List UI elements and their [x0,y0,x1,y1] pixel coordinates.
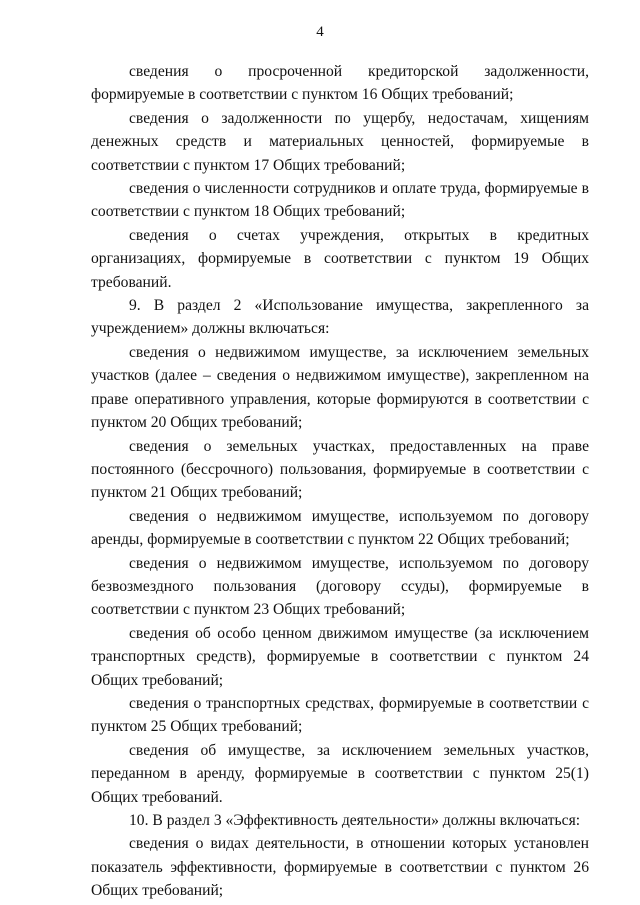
paragraph-land-plots: сведения о земельных участках, предоставленных на праве постоянного (бессрочного) пользования, формируемые в соответствии с пунктом 21 Общих требований; [91,437,589,502]
document-body [91,60,589,903]
paragraph-section-3-heading: 10. В раздел 3 «Эффективность деятельности» должны включаться: [129,812,581,829]
paragraph-section-2-heading: 9. В раздел 2 «Использование имущества, закрепленного за учреждением» должны включаться: [91,297,589,338]
paragraph-real-estate-operational: сведения о недвижимом имуществе, за исключением земельных участков (далее – сведения о недвижимом имуществе), закрепленном на праве оперативного управления, которые формируются в соответствии с пунктом 20 Общих требований; [91,343,589,432]
paragraph-real-estate-free-use: сведения о недвижимом имуществе, используемом по договору безвозмездного пользования (договору ссуды), формируемые в соответствии с пунктом 23 Общих требований; [91,554,589,619]
paragraph-activity-types: сведения о видах деятельности, в отношении которых установлен показатель эффективности, формируемые в соответствии с пунктом 26 Общих требований; [91,835,589,900]
paragraph-leased-out-property: сведения об имуществе, за исключением земельных участков, переданном в аренду, формируемые в соответствии с пунктом 25(1) Общих требований. [91,741,589,806]
paragraph-valuable-movables: сведения об особо ценном движимом имуществе (за исключением транспортных средств), формируемые в соответствии с пунктом 24 Общих требований; [91,624,589,689]
paragraph-overdue-payables: сведения о просроченной кредиторской задолженности, формируемые в соответствии с пунктом 16 Общих требований; [91,63,589,104]
paragraph-damage-debt: сведения о задолженности по ущербу, недостачам, хищениям денежных средств и материальных ценностей, формируемые в соответствии с пунктом 17 Общих требований; [91,109,589,174]
paragraph-real-estate-lease: сведения о недвижимом имуществе, используемом по договору аренды, формируемые в соответствии с пунктом 22 Общих требований; [91,507,589,549]
paragraph-bank-accounts: сведения о счетах учреждения, открытых в кредитных организациях, формируемые в соответствии с пунктом 19 Общих требований. [91,226,589,291]
paragraph-vehicles: сведения о транспортных средствах, формируемые в соответствии с пунктом 25 Общих требований; [91,694,589,736]
page-number: 4 [316,24,324,40]
paragraph-staff-payroll: сведения о численности сотрудников и оплате труда, формируемые в соответствии с пунктом 18 Общих требований; [91,180,589,221]
